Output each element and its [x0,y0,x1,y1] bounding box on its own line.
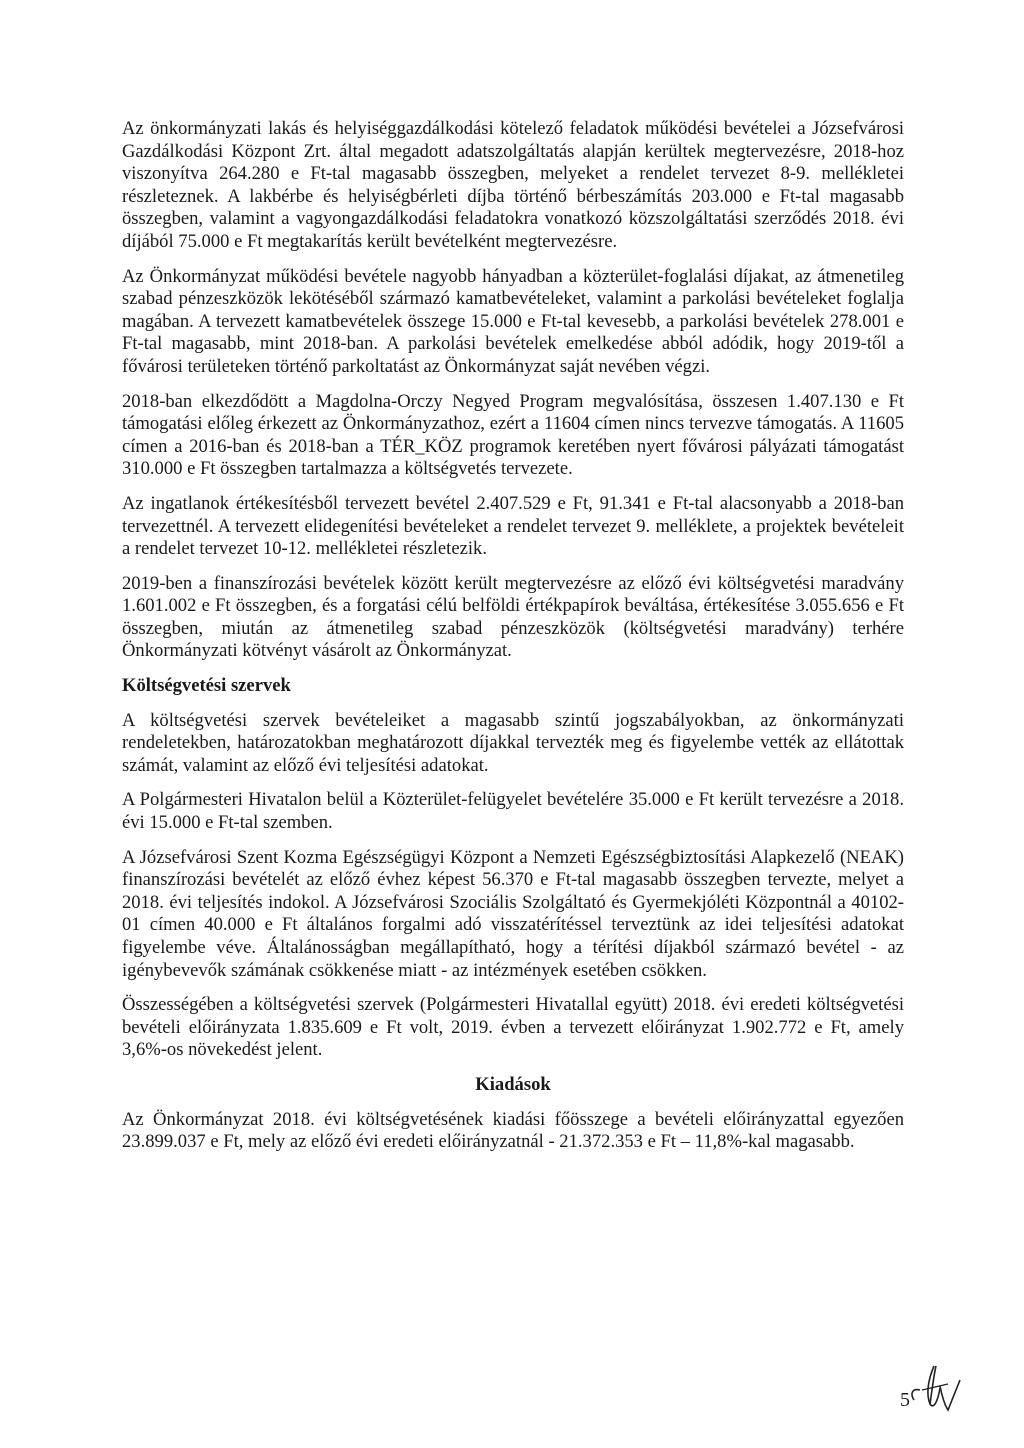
paragraph: 2019-ben a finanszírozási bevételek között került megtervezésre az előző évi költségvetési maradvány 1.601.002 e Ft összegben, és a forgatási célú belföldi értékpapírok beváltása, értékesítése 3.055.656 e Ft összegben, miután az átmenetileg szabad pénzeszközök (költségvetési maradvány) terhére Önkormányzati kötvényt vásárolt az Önkormányzat. [122,572,904,662]
paragraph: Az ingatlanok értékesítésből tervezett bevétel 2.407.529 e Ft, 91.341 e Ft-tal alacsonyabb a 2018-ban tervezettnél. A tervezett elidegenítési bevételeket a rendelet tervezet 9. melléklete, a projektek bevételeit a rendelet tervezet 10-12. mellékletei részletezik. [122,492,904,560]
paragraph: A költségvetési szervek bevételeiket a magasabb szintű jogszabályokban, az önkormányzati rendeletekben, határozatokban meghatározott díjakkal tervezték meg és figyelembe vették az ellátottak számát, valamint az előző évi teljesítési adatokat. [122,709,904,776]
paragraph: A Józsefvárosi Szent Kozma Egészségügyi Központ a Nemzeti Egészségbiztosítási Alapkezelő (NEAK) finanszírozási bevételét az előző évhez képest 56.370 e Ft-tal magasabb összegben tervezte, melyet a 2018. évi teljesítés indokol. A Józsefvárosi Szociális Szolgáltató és Gyermekjóléti Központnál a 40102-01 címen 40.000 e Ft általános forgalmi adó visszatérítéssel terveztünk az idei teljesítési adatokat figyelembe véve. Általánosságban megállapítható, hogy a térítési díjakból származó bevétel - az igénybevevők számának csökkenése miatt - az intézmények esetében csökken. [122,846,904,981]
signature-drawing [900,1360,970,1420]
section-heading-koltsegvetesi-szervek: Költségvetési szervek [122,675,291,697]
section-heading-kiadasok: Kiadások [475,1073,551,1095]
paragraph: Összességében a költségvetési szervek (Polgármesteri Hivatallal együtt) 2018. évi eredeti költségvetési bevételi előirányzata 1.835.609 e Ft volt, 2019. évben a tervezett előirányzat 1.902.772 e Ft, amely 3,6%-os növekedést jelent. [122,994,904,1061]
document-body [122,118,904,1166]
signature-page-number: 5 [900,1389,910,1411]
paragraph: Az Önkormányzat 2018. évi költségvetésének kiadási főösszege a bevételi előirányzattal egyezően 23.899.037 e Ft, mely az előző évi eredeti előirányzatnál - 21.372.353 e Ft – 11,8%-kal magasabb. [122,1108,904,1153]
handwritten-signature [900,1360,970,1420]
paragraph: 2018-ban elkezdődött a Magdolna-Orczy Negyed Program megvalósítása, összesen 1.407.130 e Ft támogatási előleg érkezett az Önkormányzathoz, ezért a 11604 címen nincs tervezve támogatás. A 11605 címen a 2016-ban és 2018-ban a TÉR_KÖZ programok keretében nyert fővárosi pályázati támogatást 310.000 e Ft összegben tartalmazza a költségvetés tervezete. [122,390,904,480]
paragraph: A Polgármesteri Hivatalon belül a Közterület-felügyelet bevételére 35.000 e Ft került tervezésre a 2018. évi 15.000 e Ft-tal szemben. [122,789,904,834]
paragraph: Az önkormányzati lakás és helyiséggazdálkodási kötelező feladatok működési bevételei a Józsefvárosi Gazdálkodási Központ Zrt. által megadott adatszolgáltatás alapján kerültek megtervezésre, 2018-hoz viszonyítva 264.280 e Ft-tal magasabb összegben, melyeket a rendelet tervezet 8-9. mellékletei részleteznek. A lakbérbe és helyiségbérleti díjba történő bérbeszámítás 203.000 e Ft-tal magasabb összegben, valamint a vagyongazdálkodási feladatokra vonatkozó közszolgáltatási szerződés 2018. évi díjából 75.000 e Ft megtakarítás került bevételként megtervezésre. [122,118,904,252]
paragraph: Az Önkormányzat működési bevétele nagyobb hányadban a közterület-foglalási díjakat, az átmenetileg szabad pénzeszközök lekötéséből származó kamatbevételeket, valamint a parkolási bevételeket foglalja magában. A tervezett kamatbevételek összege 15.000 e Ft-tal kevesebb, a parkolási bevételek 278.001 e Ft-tal magasabb, mint 2018-ban. A parkolási bevételek emelkedése abból adódik, hogy 2019-től a fővárosi területeken történő parkoltatást az Önkormányzat saját nevében végzi. [122,265,904,377]
